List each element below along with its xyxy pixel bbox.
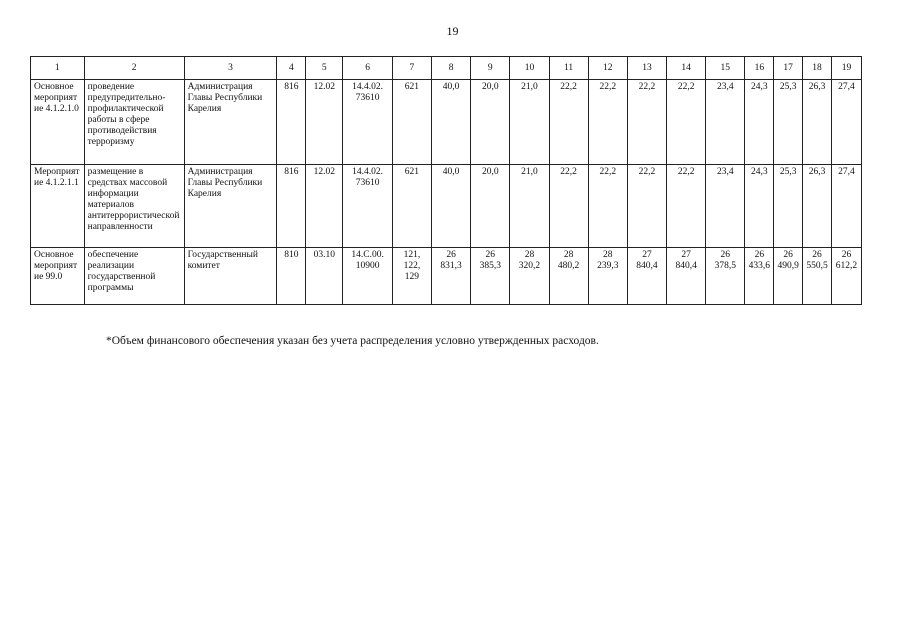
table-cell: 21,0 [510,80,549,165]
table-cell: 28 320,2 [510,248,549,305]
table-cell: 40,0 [432,165,471,248]
footnote: *Объем финансового обеспечения указан без учета распределения условно утвержденных расходов. [106,335,599,347]
table-cell: 621 [392,80,431,165]
column-header: 18 [803,57,832,80]
column-header: 4 [277,57,306,80]
table-cell: 03.10 [306,248,343,305]
table-cell: 22,2 [627,165,666,248]
table-cell: 26 378,5 [706,248,745,305]
table-cell: 816 [277,165,306,248]
table-cell: проведение предупредительно-профилактической работы в сфере противодействия терроризму [84,80,184,165]
table-cell: 25,3 [774,80,803,165]
table-cell: Основное мероприятие 99.0 [31,248,85,305]
table-cell: обеспечение реализации государственной программы [84,248,184,305]
table-cell: 20,0 [471,80,510,165]
table-cell: 22,2 [667,80,706,165]
column-header: 2 [84,57,184,80]
table-cell: размещение в средствах массовой информации материалов антитеррористической направленности [84,165,184,248]
table-cell: 24,3 [745,165,774,248]
table-cell: 21,0 [510,165,549,248]
table-cell: Государственный комитет [184,248,277,305]
column-header: 5 [306,57,343,80]
table-header-row [31,57,862,80]
table-cell: 26 433,6 [745,248,774,305]
column-header: 11 [549,57,588,80]
table-cell: 25,3 [774,165,803,248]
table-cell: 22,2 [588,165,627,248]
table-cell: 28 239,3 [588,248,627,305]
budget-table [30,56,862,305]
table-cell: 12.02 [306,80,343,165]
table-cell: 20,0 [471,165,510,248]
column-header: 17 [774,57,803,80]
table-cell: 26 612,2 [831,248,861,305]
column-header: 9 [471,57,510,80]
column-header: 13 [627,57,666,80]
column-header: 8 [432,57,471,80]
table-cell: Администрация Главы Республики Карелия [184,80,277,165]
table-cell: 28 480,2 [549,248,588,305]
column-header: 3 [184,57,277,80]
table-cell: Администрация Главы Республики Карелия [184,165,277,248]
table-cell: 40,0 [432,80,471,165]
column-header: 1 [31,57,85,80]
column-header: 7 [392,57,431,80]
table-cell: 22,2 [549,80,588,165]
column-header: 12 [588,57,627,80]
table-cell: 14.4.02. 73610 [343,80,392,165]
table-cell: 26,3 [803,80,832,165]
table-row [31,248,862,305]
table-cell: 27 840,4 [667,248,706,305]
column-header: 10 [510,57,549,80]
table-cell: 26 385,3 [471,248,510,305]
table-cell: 27,4 [831,165,861,248]
column-header: 14 [667,57,706,80]
table-cell: 22,2 [588,80,627,165]
column-header: 19 [831,57,861,80]
table-cell: 27 840,4 [627,248,666,305]
column-header: 6 [343,57,392,80]
table-cell: 816 [277,80,306,165]
table-cell: 26 490,9 [774,248,803,305]
table-cell: 24,3 [745,80,774,165]
table-row [31,165,862,248]
table-cell: 121, 122, 129 [392,248,431,305]
table-cell: 23,4 [706,80,745,165]
table-cell: 26 550,5 [803,248,832,305]
table-cell: 23,4 [706,165,745,248]
table-cell: 26,3 [803,165,832,248]
table-row [31,80,862,165]
table-cell: Мероприятие 4.1.2.1.1 [31,165,85,248]
column-header: 16 [745,57,774,80]
table-cell: Основное мероприятие 4.1.2.1.0 [31,80,85,165]
table-cell: 810 [277,248,306,305]
table-cell: 22,2 [667,165,706,248]
table-cell: 14.С.00. 10900 [343,248,392,305]
table-cell: 12.02 [306,165,343,248]
table-cell: 27,4 [831,80,861,165]
table-cell: 14.4.02. 73610 [343,165,392,248]
table-cell: 22,2 [549,165,588,248]
page-number: 19 [446,24,459,38]
table-cell: 621 [392,165,431,248]
table-cell: 26 831,3 [432,248,471,305]
column-header: 15 [706,57,745,80]
table-cell: 22,2 [627,80,666,165]
